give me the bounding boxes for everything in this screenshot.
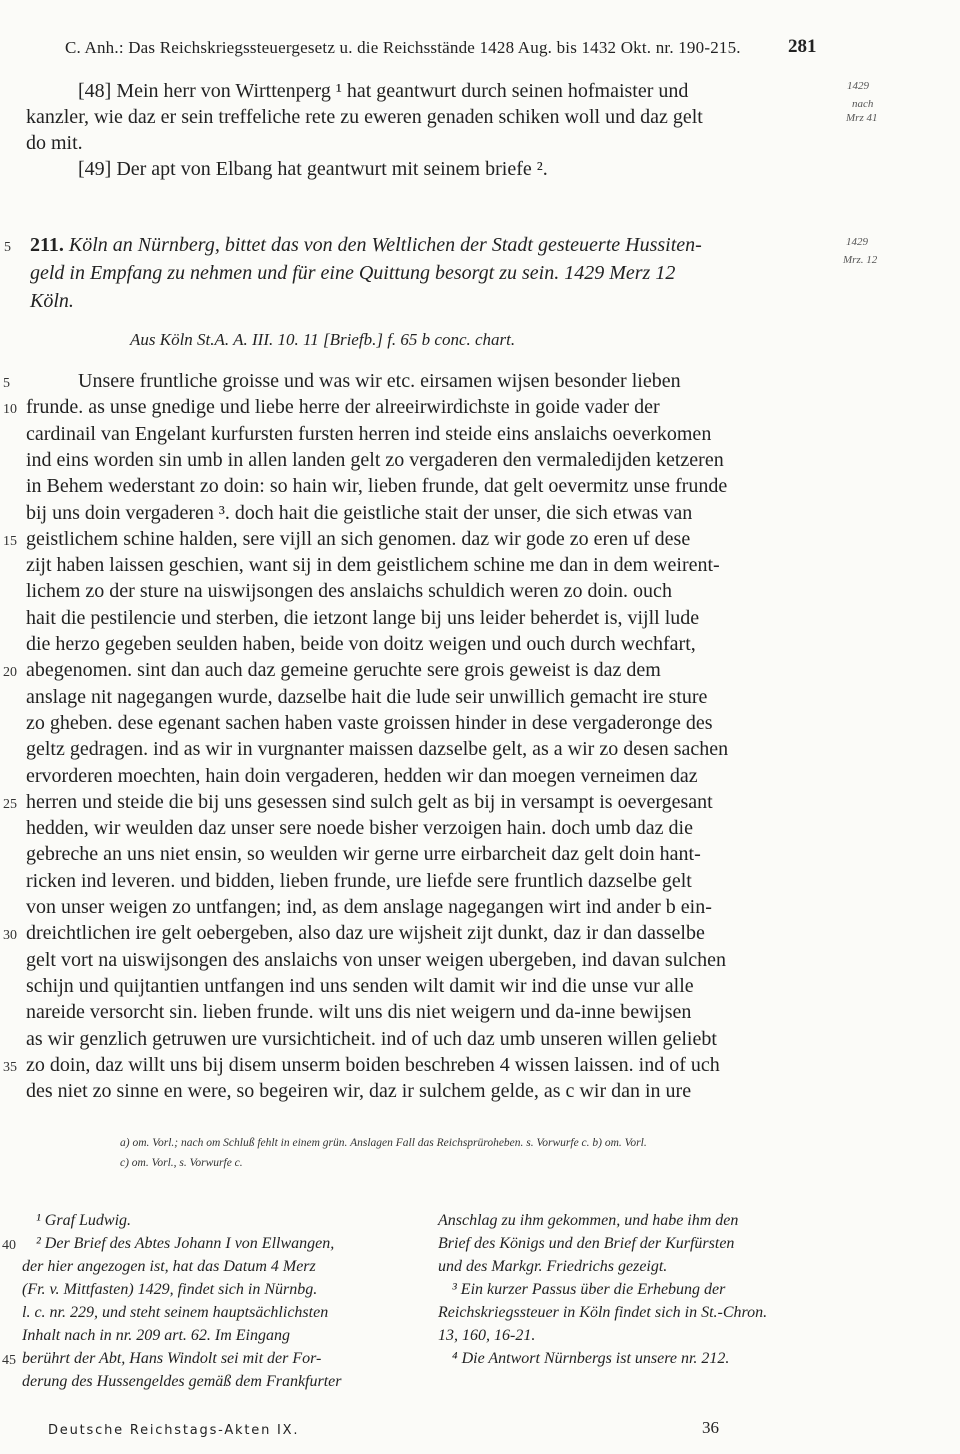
footnote-line: berührt der Abt, Hans Windolt sei mit der For-: [22, 1350, 322, 1367]
series-title: Deutsche Reichstags-Akten IX.: [48, 1423, 300, 1438]
footnote-line: ² Der Brief des Abtes Johann I von Ellwangen,: [36, 1235, 335, 1252]
text-line: abegenomen. sint dan auch daz gemeine geruchte sere grois geweist is daz dem: [26, 659, 661, 682]
footnote-line: 13, 160, 16-21.: [438, 1327, 536, 1344]
page-number: 281: [788, 36, 817, 57]
footnote-line: ⁴ Die Antwort Nürnbergs ist unsere nr. 212.: [452, 1350, 730, 1367]
document-number: 211.: [30, 234, 64, 256]
sheet-number: 36: [702, 1418, 719, 1437]
text-line: anslage nit nagegangen wurde, dazselbe hait die lude seir unwillich gemacht ire sture: [26, 685, 708, 708]
text-line: gelt vort na uiswijsongen des anslaichs von unser weigen ubergeben, ind davan sulchen: [26, 948, 727, 971]
text-line: do mit.: [26, 132, 83, 154]
line-number: 45: [2, 1353, 16, 1368]
document-heading: geld in Empfang zu nehmen und für eine Quittung besorgt zu sein. 1429 Merz 12: [30, 262, 676, 284]
text-line: des niet zo sinne en were, so begeiren wir, daz ir sulchem gelde, as c wir dan in ure: [26, 1080, 692, 1103]
text-line: [48] Mein herr von Wirttenperg ¹ hat geantwurt durch seinen hofmaister und: [78, 80, 689, 102]
footnote-line: Anschlag zu ihm gekommen, und habe ihm den: [438, 1212, 739, 1229]
text-line: geistlichem schine halden, sere vijll an sich genomen. daz wir gode zo eren uf dese: [26, 527, 691, 550]
text-line: cardinail van Engelant kurfursten fursten herren ind steide eins anslaichs oeverkomen: [26, 422, 712, 445]
text-line: zo gheben. dese egenant sachen haben vaste groissen hinder in dese vergaderonge des: [26, 711, 713, 734]
footnote-line: derung des Hussengeldes gemäß dem Frankfurter: [22, 1373, 342, 1390]
footnote-line: ¹ Graf Ludwig.: [36, 1212, 132, 1229]
source-note: Aus Köln St.A. A. III. 10. 11 [Briefb.] f. 65 b conc. chart.: [130, 330, 516, 349]
text-line: Unsere fruntliche groisse und was wir etc. eirsamen wijsen besonder lieben: [78, 370, 681, 392]
text-line: kanzler, wie daz er sein treffeliche rete zu eweren genaden schiken woll und daz gelt: [26, 106, 703, 128]
footnote-line: Inhalt nach in nr. 209 art. 62. Im Eingang: [22, 1327, 290, 1344]
apparatus-note: a) om. Vorl.; nach om Schluß fehlt in einem grün. Anslagen Fall das Reichsprüroheben. s. Vorwurfe c. b) om. Vorl.: [120, 1137, 647, 1149]
footnote-line: l. c. nr. 229, und steht seinem hauptsächlichsten: [22, 1304, 329, 1321]
text-line: dreichtlichen ire gelt oebergeben, also daz ure wijsheit zijt dunkt, daz ir dan dasselbe: [26, 922, 705, 945]
text-line: gebreche an uns niet ensin, so weulden wir gerne urre eirbarcheit daz gelt doin hant-: [26, 843, 701, 866]
text-line: die herzo gegeben seulden haben, beide von doitz weigen und ouch durch wechfart,: [26, 633, 696, 655]
line-number: 10: [3, 402, 17, 418]
margin-date: 1429: [847, 80, 869, 92]
running-title: C. Anh.: Das Reichskriegssteuergesetz u. die Reichsstände 1428 Aug. bis 1432 Okt. nr. 190-215.: [65, 38, 741, 57]
text-line: schijn und quijtantien untfangen ind uns senden wilt damit wir ind die unse vur alle: [26, 974, 694, 997]
line-number: 20: [3, 665, 17, 681]
footnote-line: ³ Ein kurzer Passus über die Erhebung der: [452, 1281, 726, 1298]
document-heading: Köln.: [30, 290, 74, 312]
text-line: [49] Der apt von Elbang hat geantwurt mit seinem briefe ².: [78, 158, 548, 180]
footnote-line: (Fr. v. Mittfasten) 1429, findet sich in Nürnbg.: [22, 1281, 318, 1298]
text-line: ervorderen moechten, hain doin vergaderen, hedden wir dan moegen verneimen daz: [26, 764, 698, 787]
footnote-line: der hier angezogen ist, hat das Datum 4 Merz: [22, 1258, 316, 1275]
line-number: 30: [3, 928, 17, 944]
line-number: 5: [3, 376, 10, 391]
margin-date: Mrz 41: [846, 112, 878, 124]
line-number: 40: [2, 1238, 16, 1253]
text-line: ricken ind leveren. und bidden, lieben frunde, ure liefde sere fruntlich dazselbe gelt: [26, 869, 692, 892]
text-line: zijt haben laissen geschien, want sij in dem geistlichem schine me dan in dem weirent-: [26, 554, 720, 577]
line-number: 15: [3, 533, 17, 549]
text-line: lichem zo der sture na uiswijsongen des anslaichs schuldich weren zo doin. ouch: [26, 580, 672, 603]
document-heading: 211. Köln an Nürnberg, bittet das von den Weltlichen der Stadt gesteuerte Hussiten-: [30, 234, 702, 256]
text-line: geltz gedragen. ind as wir in vurgnanter maissen dazselbe gelt, as a wir zo desen sachen: [26, 738, 729, 761]
text-line: frunde. as unse gnedige und liebe herre der alreeirwirdichste in goide vader der: [26, 396, 660, 419]
text-line: ind eins worden sin umb in allen landen gelt zo vergaderen den vermaledijden ketzeren: [26, 448, 724, 471]
text-line: as wir genzlich getruwen ure vursichticheit. ind of uch daz umb unseren willen geliebt: [26, 1027, 717, 1050]
line-number: 5: [4, 240, 11, 255]
text-line: hedden, wir weulden daz unser sere noede bisher verzoigen hain. doch umb daz die: [26, 817, 693, 840]
text-line: herren und steide die bij uns gesessen sind sulch gelt as bij in versampt is oevergesant: [26, 790, 713, 813]
apparatus-note: c) om. Vorl., s. Vorwurfe c.: [120, 1157, 243, 1169]
line-number: 35: [3, 1059, 17, 1075]
footnote-line: Reichskriegssteuer in Köln findet sich in St.-Chron.: [438, 1304, 768, 1321]
text-line: zo doin, daz willt uns bij disem unserm boiden beschreben 4 wissen laissen. ind of uch: [26, 1053, 720, 1076]
text-line: in Behem wederstant zo doin: so hain wir, lieben frunde, dat gelt oevermitz unse frunde: [26, 475, 728, 498]
text-line: bij uns doin vergaderen ³. doch hait die geistliche stait der unser, die sich etwas van: [26, 501, 693, 524]
margin-date: Mrz. 12: [843, 254, 878, 266]
margin-date: nach: [852, 98, 874, 110]
text-line: nareide versorcht sin. lieben frunde. wilt uns dis niet weigern und da-inne bewijsen: [26, 1001, 692, 1024]
text-line: von unser weigen zo untfangen; ind, as dem anslage nagegangen wirt ind ander b ein-: [26, 896, 712, 918]
footnote-line: und des Markgr. Friedrichs gezeigt.: [438, 1258, 668, 1275]
footnote-line: Brief des Königs und den Brief der Kurfürsten: [438, 1235, 735, 1252]
line-number: 25: [3, 796, 17, 812]
text-line: hait die pestilencie und sterben, die ietzont lange bij uns leider beherdet is, vijll lude: [26, 606, 700, 629]
margin-date: 1429: [846, 236, 868, 248]
